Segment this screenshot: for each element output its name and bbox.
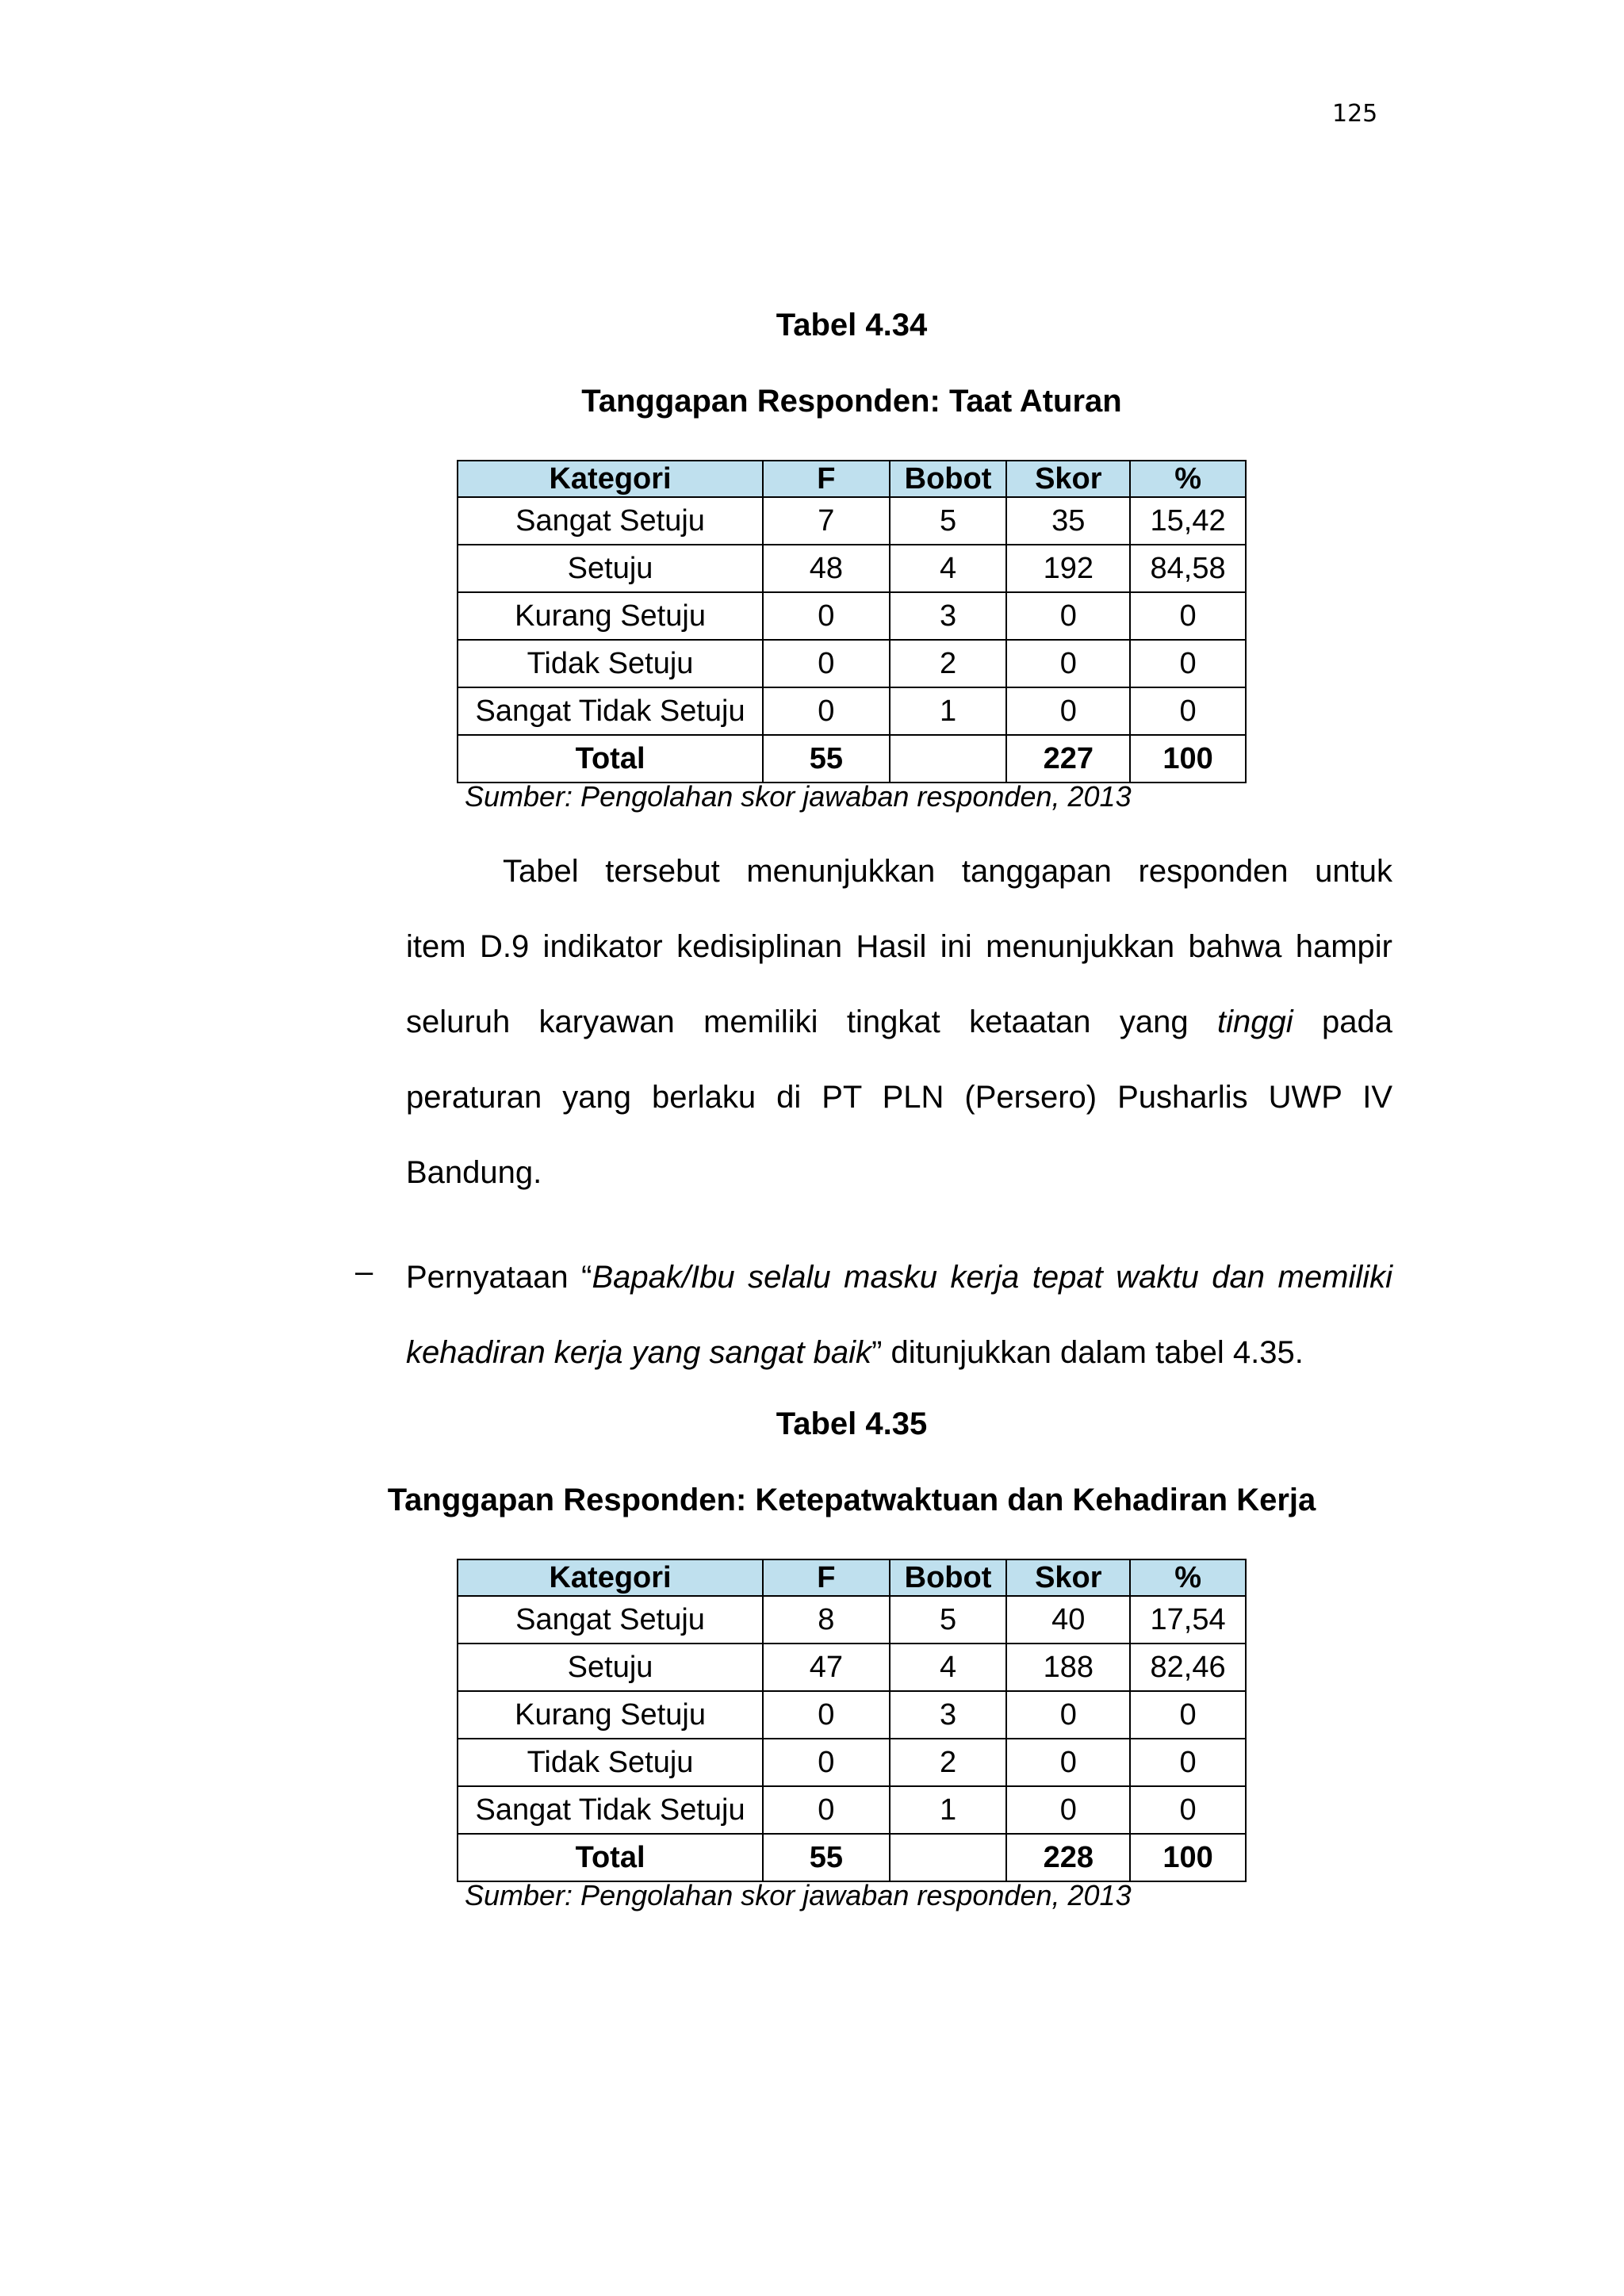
table-cell: 5 [890,1596,1007,1644]
table-cell: 0 [1006,640,1130,687]
table-cell: 84,58 [1130,545,1246,592]
table2-title: Tanggapan Responden: Ketepatwaktuan dan Kehadiran Kerja [387,1483,1316,1517]
column-header-kategori: Kategori [458,461,763,497]
table-cell: Tidak Setuju [458,1739,763,1786]
table-cell: 188 [1006,1644,1130,1691]
table-cell: 47 [763,1644,890,1691]
table-total-row [458,1834,1246,1881]
table-cell: 100 [1130,735,1246,783]
column-header-bobot: Bobot [890,461,1007,497]
table1 [457,460,1247,783]
paragraph-text: pada [1322,1004,1392,1039]
column-header-percent: % [1130,1559,1246,1596]
table-cell: 0 [1130,640,1246,687]
table-cell: 0 [763,592,890,640]
table-cell: 82,46 [1130,1644,1246,1691]
table-row [458,1739,1246,1786]
page-number: 125 [1332,100,1378,128]
table-row [458,1644,1246,1691]
table-cell: 0 [1130,1691,1246,1739]
statement-prefix: Pernyataan “ [406,1260,592,1295]
table-cell: 2 [890,1739,1007,1786]
table-cell: 0 [1130,687,1246,735]
table-cell: 228 [1006,1834,1130,1881]
table-header-row [458,461,1246,497]
table-cell: 8 [763,1596,890,1644]
table-cell: Sangat Tidak Setuju [458,687,763,735]
table-cell: 0 [763,1786,890,1834]
table-row [458,640,1246,687]
table-cell: 0 [1130,592,1246,640]
table-row [458,592,1246,640]
table-cell: Setuju [458,545,763,592]
table-cell: Sangat Tidak Setuju [458,1786,763,1834]
table-cell: 0 [763,687,890,735]
table1-source: Sumber: Pengolahan skor jawaban responden, 2013 [465,780,1132,813]
table-cell: Setuju [458,1644,763,1691]
table-cell: 35 [1006,497,1130,545]
table-cell: 4 [890,1644,1007,1691]
table-cell: Tidak Setuju [458,640,763,687]
column-header-f: F [763,1559,890,1596]
table-cell: 7 [763,497,890,545]
table-row [458,1691,1246,1739]
table-cell: Total [458,735,763,783]
table2-label: Tabel 4.35 [776,1406,928,1441]
table-cell: Sangat Setuju [458,497,763,545]
table-cell: 0 [1130,1739,1246,1786]
table-cell: 0 [1130,1786,1246,1834]
table-cell: Kurang Setuju [458,1691,763,1739]
table-cell: 192 [1006,545,1130,592]
column-header-bobot: Bobot [890,1559,1007,1596]
table-cell: 4 [890,545,1007,592]
table-row [458,1786,1246,1834]
table-row [458,497,1246,545]
table-cell: 0 [1006,687,1130,735]
table-cell: Kurang Setuju [458,592,763,640]
table-row [458,1596,1246,1644]
table-cell: 0 [1006,1786,1130,1834]
statement-quote: kehadiran kerja yang sangat baik [406,1335,872,1370]
paragraph-text: seluruh karyawan memiliki tingkat ketaatan yang [406,1004,1189,1039]
column-header-skor: Skor [1006,461,1130,497]
table-cell: 0 [1006,1691,1130,1739]
statement-suffix: ” ditunjukkan dalam tabel 4.35. [871,1335,1304,1370]
table-cell: 48 [763,545,890,592]
table-cell: 0 [1006,1739,1130,1786]
table-row [458,545,1246,592]
table-cell: 227 [1006,735,1130,783]
table-cell: 0 [763,1739,890,1786]
table-cell: 55 [763,1834,890,1881]
table-cell: 1 [890,687,1007,735]
table-header-row [458,1559,1246,1596]
table-cell: Sangat Setuju [458,1596,763,1644]
paragraph-line: Bandung. [406,1155,542,1190]
paragraph-line [406,985,1392,1060]
table-cell: 0 [1006,592,1130,640]
table-cell: 55 [763,735,890,783]
table2-source: Sumber: Pengolahan skor jawaban responden, 2013 [465,1879,1132,1911]
table-cell: 17,54 [1130,1596,1246,1644]
table-cell: 40 [1006,1596,1130,1644]
table-row [458,687,1246,735]
table-total-row [458,735,1246,783]
emphasis-text: tinggi [1217,1004,1293,1039]
paragraph-line: Tabel tersebut menunjukkan tanggapan responden untuk [503,854,1392,889]
statement-paragraph [406,1240,1392,1391]
table-cell: 15,42 [1130,497,1246,545]
table-cell: 0 [763,640,890,687]
table-cell: 0 [763,1691,890,1739]
column-header-f: F [763,461,890,497]
table-cell: 5 [890,497,1007,545]
table-cell: 3 [890,1691,1007,1739]
table-cell: Total [458,1834,763,1881]
column-header-skor: Skor [1006,1559,1130,1596]
bullet-dash: – [355,1254,373,1289]
column-header-kategori: Kategori [458,1559,763,1596]
table2 [457,1559,1247,1882]
statement-line [406,1315,1392,1391]
table1-title: Tanggapan Responden: Taat Aturan [581,384,1122,419]
paragraph-line: item D.9 indikator kedisiplinan Hasil ini menunjukkan bahwa hampir [406,929,1392,964]
table-cell: 100 [1130,1834,1246,1881]
table1-label: Tabel 4.34 [776,308,928,342]
statement-line [406,1240,1392,1315]
statement-quote: Bapak/Ibu selalu masku kerja tepat waktu dan memiliki [592,1260,1392,1295]
body-paragraph [406,834,1392,1211]
table-cell [890,1834,1007,1881]
column-header-percent: % [1130,461,1246,497]
table-cell: 3 [890,592,1007,640]
table-cell: 2 [890,640,1007,687]
table-cell: 1 [890,1786,1007,1834]
table-cell [890,735,1007,783]
paragraph-line: peraturan yang berlaku di PT PLN (Persero) Pusharlis UWP IV [406,1080,1392,1115]
